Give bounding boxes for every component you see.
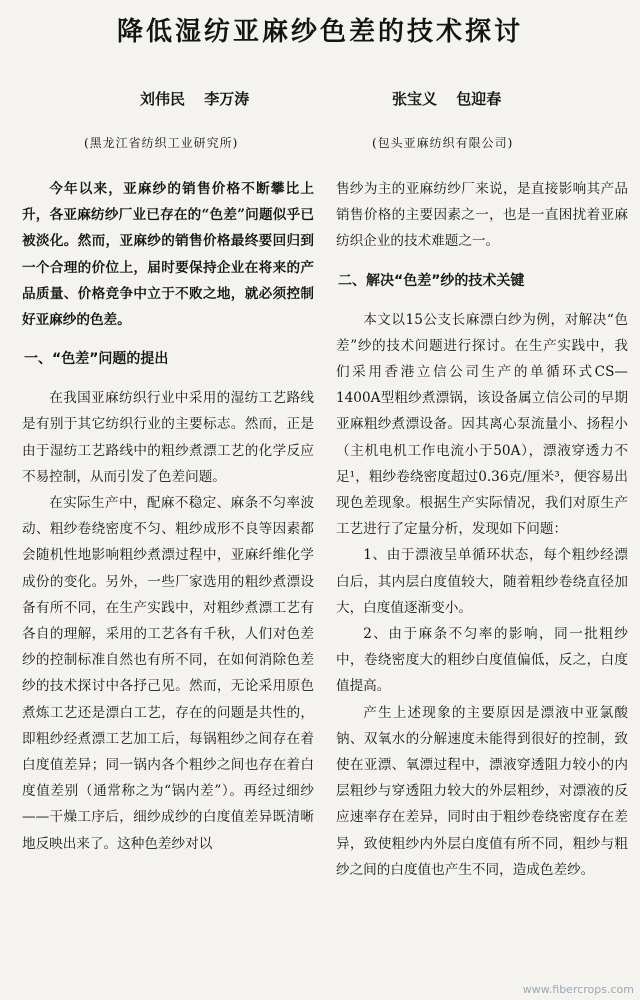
intro-paragraph: 今年以来，亚麻纱的销售价格不断攀比上升，各亚麻纺纱厂业已存在的“色差”问题似乎已被淡化。然而，亚麻纱的销售价格最终要回归到一个合理的价位上，届时要保持企业在将来的产品质量、价格竞争中立于不败之地，就必须控制好亚麻纱的色差。 (22, 181, 314, 329)
problem-item-2: 2、由于麻条不匀率的影响，同一批粗纱中，卷绕密度大的粗纱白度值偏低，反之，白度值提高。 (336, 626, 628, 695)
section2-paragraph-2: 产生上述现象的主要原因是漂液中亚氯酸钠、双氧水的分解速度未能得到很好的控制，致使在亚漂、氧漂过程中，漂液穿透阻力较小的内层粗纱与穿透阻力较大的外层粗纱，对漂液的反应速率存在差异，同时由于粗纱卷绕密度存在差异，致使粗纱内外层白度值有所不同，粗纱与粗纱之间的白度值也产生不同，造成色差纱。 (336, 704, 628, 878)
right-column (336, 176, 628, 883)
site-watermark: www.fibercrops.com (522, 983, 634, 996)
continued-paragraph: 售纱为主的亚麻纺纱厂来说，是直接影响其产品销售价格的主要因素之一，也是一直困扰着亚麻纺织企业的技术难题之一。 (336, 181, 628, 250)
article-title: 降低湿纺亚麻纱色差的技术探讨 (116, 17, 523, 47)
problem-item-1: 1、由于漂液呈单循环状态，每个粗纱经漂白后，其内层白度值较大，随着粗纱卷绕直径加大，白度值逐渐变小。 (336, 547, 628, 616)
authors-left: 刘伟民 李万涛 (140, 90, 250, 108)
section-heading-1: 一、“色差”问题的提出 (24, 351, 169, 368)
affiliation-right: (包头亚麻纺织有限公司) (372, 136, 514, 150)
left-column (22, 176, 314, 857)
section-heading-2: 二、解决“色差”纱的技术关键 (338, 272, 525, 289)
section1-paragraph-1: 在我国亚麻纺织行业中采用的湿纺工艺路线是有别于其它纺织行业的主要标志。然而，正是由于湿纺工艺路线中的粗纱煮漂工艺的化学反应不易控制，从而引发了色差问题。 (22, 390, 314, 485)
section2-paragraph-1: 本文以15公支长麻漂白纱为例，对解决“色差”纱的技术问题进行探讨。在生产实践中，我们采用香港立信公司生产的单循环式CS—1400A型粗纱煮漂锅，该设备属立信公司的早期亚麻粗纱煮漂设备。因其离心泵流量小、扬程小（主机电机工作电流小于50A），漂液穿透力不足¹，粗纱卷绕密度超过0.36克/厘米³，便容易出现色差现象。根据生产实际情况，我们对原生产工艺进行了定量分析，发现如下问题： (336, 311, 628, 538)
affiliation-left: (黑龙江省纺织工业研究所) (84, 136, 239, 150)
section1-paragraph-2: 在实际生产中，配麻不稳定、麻条不匀率波动、粗纱卷绕密度不匀、粗纱成形不良等因素都会随机性地影响粗纱煮漂过程中，亚麻纤维化学成份的变化。另外，一些厂家选用的粗纱煮漂设备有所不同，在生产实践中，对粗纱煮漂工艺有各自的理解，采用的工艺各有千秋，人们对色差纱的控制标准自然也有所不同，在如何消除色差纱的技术探讨中各抒己见。然而，无论采用原色煮炼工艺还是漂白工艺，存在的问题是共性的，即粗纱经煮漂工艺加工后，每锅粗纱之间存在着白度值差异；同一锅内各个粗纱之间也存在着白度值差别（通常称之为“锅内差”）。再经过细纱——干燥工序后，细纱成纱的白度值差异既清晰地反映出来了。这种色差纱对以 (22, 495, 314, 852)
authors-right: 张宝义 包迎春 (392, 90, 502, 108)
